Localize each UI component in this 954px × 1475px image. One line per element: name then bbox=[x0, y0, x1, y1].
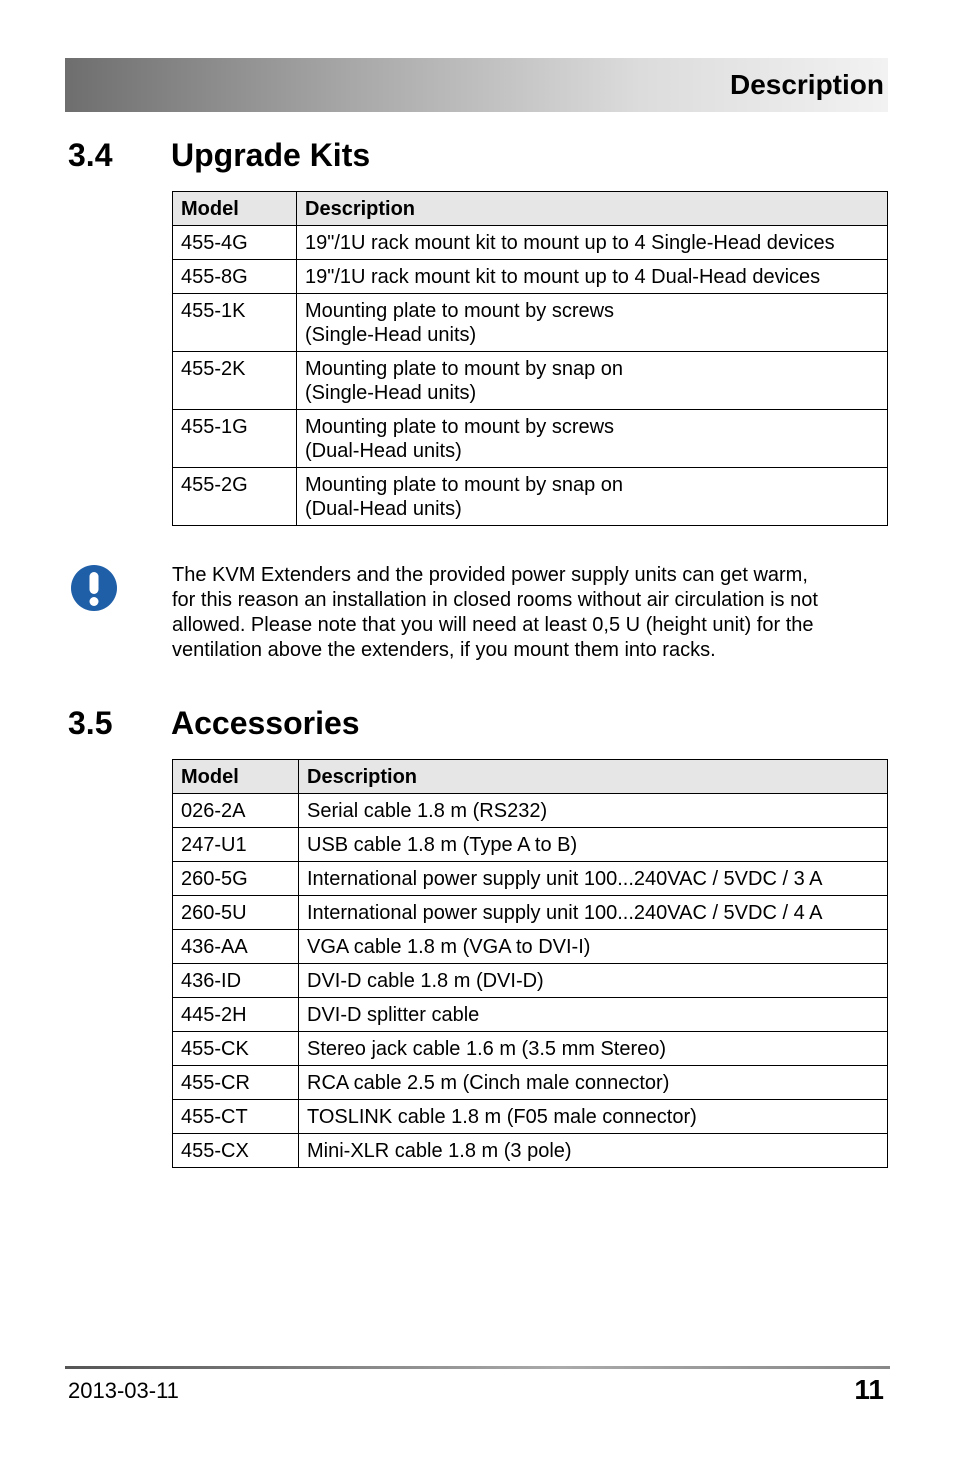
description-cell bbox=[297, 226, 888, 260]
model-cell: 247-U1 bbox=[173, 828, 299, 862]
description-cell: Mini-XLR cable 1.8 m (3 pole) bbox=[299, 1134, 888, 1168]
page-number: 11 bbox=[854, 1374, 884, 1405]
description-cell bbox=[297, 352, 888, 410]
model-cell: 455-8G bbox=[173, 260, 297, 294]
table-row bbox=[173, 226, 888, 260]
table-row bbox=[173, 1100, 888, 1134]
table-row bbox=[173, 998, 888, 1032]
model-cell: 455-CX bbox=[173, 1134, 299, 1168]
description-line: 19"/1U rack mount kit to mount up to 4 Single-Head devices bbox=[305, 232, 835, 254]
table-row bbox=[173, 352, 888, 410]
model-cell: 436-ID bbox=[173, 964, 299, 998]
footer-rule bbox=[65, 1366, 890, 1369]
section-title: Accessories bbox=[171, 705, 360, 741]
note-line: for this reason an installation in closed rooms without air circulation is not bbox=[172, 589, 818, 611]
description-line: Mounting plate to mount by screws bbox=[305, 300, 615, 322]
note-line: ventilation above the extenders, if you mount them into racks. bbox=[172, 639, 716, 661]
column-header-description: Description bbox=[297, 192, 888, 226]
description-cell bbox=[297, 468, 888, 526]
model-cell: 455-CT bbox=[173, 1100, 299, 1134]
table-row bbox=[173, 260, 888, 294]
model-cell: 455-CR bbox=[173, 1066, 299, 1100]
description-line: 19"/1U rack mount kit to mount up to 4 Dual-Head devices bbox=[305, 266, 821, 288]
table-row bbox=[173, 930, 888, 964]
table-header-row bbox=[173, 760, 888, 794]
description-cell: Serial cable 1.8 m (RS232) bbox=[299, 794, 888, 828]
footer-date: 2013-03-11 bbox=[68, 1378, 179, 1403]
model-cell: 436-AA bbox=[173, 930, 299, 964]
description-line: Mounting plate to mount by snap on bbox=[305, 358, 623, 380]
description-cell: International power supply unit 100...240VAC / 5VDC / 3 A bbox=[299, 862, 888, 896]
page-header-bar bbox=[65, 58, 888, 112]
description-line: (Single-Head units) bbox=[305, 382, 477, 404]
model-cell: 455-4G bbox=[173, 226, 297, 260]
header-title: Description bbox=[729, 69, 884, 100]
table-row bbox=[173, 896, 888, 930]
model-cell: 455-2G bbox=[173, 468, 297, 526]
model-cell: 260-5U bbox=[173, 896, 299, 930]
description-cell: USB cable 1.8 m (Type A to B) bbox=[299, 828, 888, 862]
table-row bbox=[173, 1134, 888, 1168]
model-cell: 260-5G bbox=[173, 862, 299, 896]
description-cell: DVI-D cable 1.8 m (DVI-D) bbox=[299, 964, 888, 998]
description-line: Mounting plate to mount by snap on bbox=[305, 474, 623, 496]
model-cell: 026-2A bbox=[173, 794, 299, 828]
model-cell: 455-1K bbox=[173, 294, 297, 352]
model-cell: 455-2K bbox=[173, 352, 297, 410]
table-row bbox=[173, 964, 888, 998]
section-heading-accessories bbox=[68, 705, 360, 742]
model-cell: 455-CK bbox=[173, 1032, 299, 1066]
description-cell bbox=[297, 260, 888, 294]
description-cell: DVI-D splitter cable bbox=[299, 998, 888, 1032]
table-row bbox=[173, 1032, 888, 1066]
table-header-row bbox=[173, 192, 888, 226]
table-row bbox=[173, 1066, 888, 1100]
model-cell: 455-1G bbox=[173, 410, 297, 468]
warning-note bbox=[172, 563, 888, 663]
description-cell: VGA cable 1.8 m (VGA to DVI-I) bbox=[299, 930, 888, 964]
description-line: (Dual-Head units) bbox=[305, 498, 462, 520]
model-cell: 445-2H bbox=[173, 998, 299, 1032]
table-row bbox=[173, 410, 888, 468]
description-cell: International power supply unit 100...240VAC / 5VDC / 4 A bbox=[299, 896, 888, 930]
description-line: Mounting plate to mount by screws bbox=[305, 416, 615, 438]
note-line: allowed. Please note that you will need at least 0,5 U (height unit) for the bbox=[172, 614, 814, 636]
section-number: 3.4 bbox=[68, 137, 113, 173]
upgrade-kits-table bbox=[172, 191, 888, 526]
description-cell bbox=[297, 410, 888, 468]
table-row bbox=[173, 862, 888, 896]
description-line: (Single-Head units) bbox=[305, 324, 477, 346]
section-title: Upgrade Kits bbox=[171, 137, 371, 173]
description-cell bbox=[297, 294, 888, 352]
exclamation-circle-icon bbox=[70, 564, 118, 612]
table-row bbox=[173, 294, 888, 352]
table-row bbox=[173, 794, 888, 828]
column-header-description: Description bbox=[299, 760, 888, 794]
column-header-model: Model bbox=[173, 192, 297, 226]
column-header-model: Model bbox=[173, 760, 299, 794]
section-heading-upgrade-kits bbox=[68, 137, 370, 174]
table-row bbox=[173, 468, 888, 526]
section-number: 3.5 bbox=[68, 705, 113, 741]
description-cell: Stereo jack cable 1.6 m (3.5 mm Stereo) bbox=[299, 1032, 888, 1066]
table-row bbox=[173, 828, 888, 862]
description-cell: RCA cable 2.5 m (Cinch male connector) bbox=[299, 1066, 888, 1100]
note-line: The KVM Extenders and the provided power supply units can get warm, bbox=[172, 564, 808, 586]
description-line: (Dual-Head units) bbox=[305, 440, 462, 462]
description-cell: TOSLINK cable 1.8 m (F05 male connector) bbox=[299, 1100, 888, 1134]
accessories-table bbox=[172, 759, 888, 1168]
